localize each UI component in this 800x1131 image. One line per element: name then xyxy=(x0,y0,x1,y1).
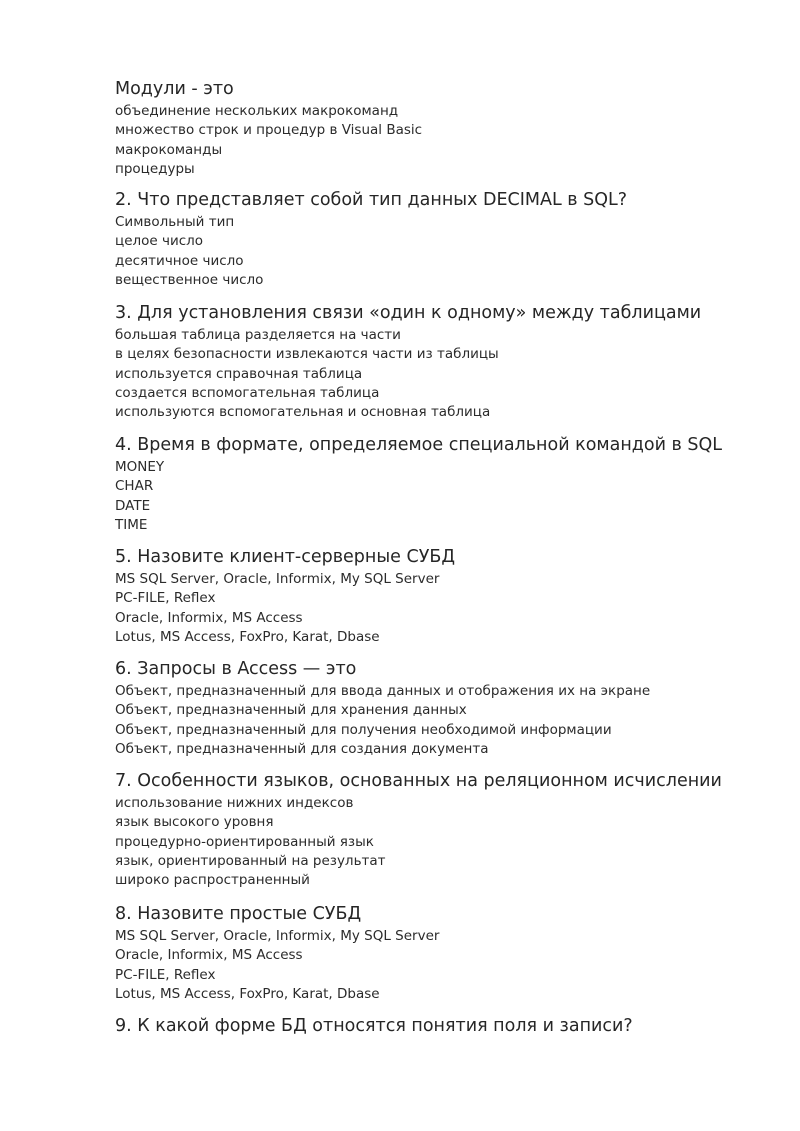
answer-option: MS SQL Server, Oracle, Informix, My SQL Server xyxy=(115,571,440,587)
question-title: 7. Особенности языков, основанных на реляционном исчислении xyxy=(115,771,722,791)
answer-option: TIME xyxy=(115,516,148,533)
question-9 xyxy=(115,1015,755,1037)
answer-option: Символьный тип xyxy=(115,214,235,230)
question-title: Модули - это xyxy=(115,79,234,99)
answer-option: макрокоманды xyxy=(115,141,223,158)
answer-option: MONEY xyxy=(115,459,165,475)
question-title: 8. Назовите простые СУБД xyxy=(115,904,362,924)
answer-option: Объект, предназначенный для ввода данных и отображения их на экране xyxy=(115,683,651,699)
question-6 xyxy=(115,658,755,759)
answer-option: Oracle, Informix, MS Access xyxy=(115,947,303,964)
question-8 xyxy=(115,903,755,1004)
answer-option: создается вспомогательная таблица xyxy=(115,384,380,401)
question-5 xyxy=(115,546,755,647)
answer-options xyxy=(115,102,755,179)
answer-option: десятичное число xyxy=(115,252,244,269)
answer-option: вещественное число xyxy=(115,271,264,288)
question-title: 3. Для установления связи «один к одному» между таблицами xyxy=(115,303,702,323)
question-1 xyxy=(115,78,755,179)
answer-options xyxy=(115,213,755,290)
answer-option: Oracle, Informix, MS Access xyxy=(115,609,303,626)
answer-option: язык, ориентированный на результат xyxy=(115,852,386,869)
answer-option: целое число xyxy=(115,233,204,250)
answer-option: Lotus, MS Access, FoxPro, Karat, Dbase xyxy=(115,985,380,1002)
question-3 xyxy=(115,302,755,422)
answer-option: использование нижних индексов xyxy=(115,795,354,811)
answer-options xyxy=(115,326,755,422)
answer-options xyxy=(115,682,755,759)
question-2 xyxy=(115,189,755,290)
answer-option: процедуры xyxy=(115,160,195,177)
answer-option: Объект, предназначенный для хранения данных xyxy=(115,702,467,719)
answer-option: объединение нескольких макрокоманд xyxy=(115,103,399,119)
question-title: 2. Что представляет собой тип данных DECIMAL в SQL? xyxy=(115,190,628,210)
answer-option: широко распространенный xyxy=(115,872,310,889)
answer-option: Объект, предназначенный для получения необходимой информации xyxy=(115,721,612,738)
answer-options xyxy=(115,458,755,535)
answer-option: Объект, предназначенный для создания документа xyxy=(115,740,489,757)
answer-option: большая таблица разделяется на части xyxy=(115,327,401,343)
answer-option: язык высокого уровня xyxy=(115,814,274,831)
answer-option: PC-FILE, Reflex xyxy=(115,590,216,607)
question-title: 9. К какой форме БД относятся понятия поля и записи? xyxy=(115,1016,633,1036)
answer-option: CHAR xyxy=(115,478,154,495)
answer-option: MS SQL Server, Oracle, Informix, My SQL Server xyxy=(115,928,440,944)
answer-option: в целях безопасности извлекаются части из таблицы xyxy=(115,346,499,363)
question-title: 6. Запросы в Access — это xyxy=(115,659,357,679)
question-title: 4. Время в формате, определяемое специальной командой в SQL xyxy=(115,435,723,455)
answer-options xyxy=(115,927,755,1004)
question-7 xyxy=(115,770,755,890)
answer-option: Lotus, MS Access, FoxPro, Karat, Dbase xyxy=(115,628,380,645)
answer-option: DATE xyxy=(115,497,151,514)
answer-option: используются вспомогательная и основная таблица xyxy=(115,404,491,421)
answer-option: процедурно-ориентированный язык xyxy=(115,833,374,850)
answer-option: используется справочная таблица xyxy=(115,365,363,382)
question-title: 5. Назовите клиент-серверные СУБД xyxy=(115,547,456,567)
answer-options xyxy=(115,794,755,890)
answer-option: PC-FILE, Reflex xyxy=(115,966,216,983)
answer-options xyxy=(115,570,755,647)
answer-option: множество строк и процедур в Visual Basic xyxy=(115,122,423,139)
question-4 xyxy=(115,434,755,535)
